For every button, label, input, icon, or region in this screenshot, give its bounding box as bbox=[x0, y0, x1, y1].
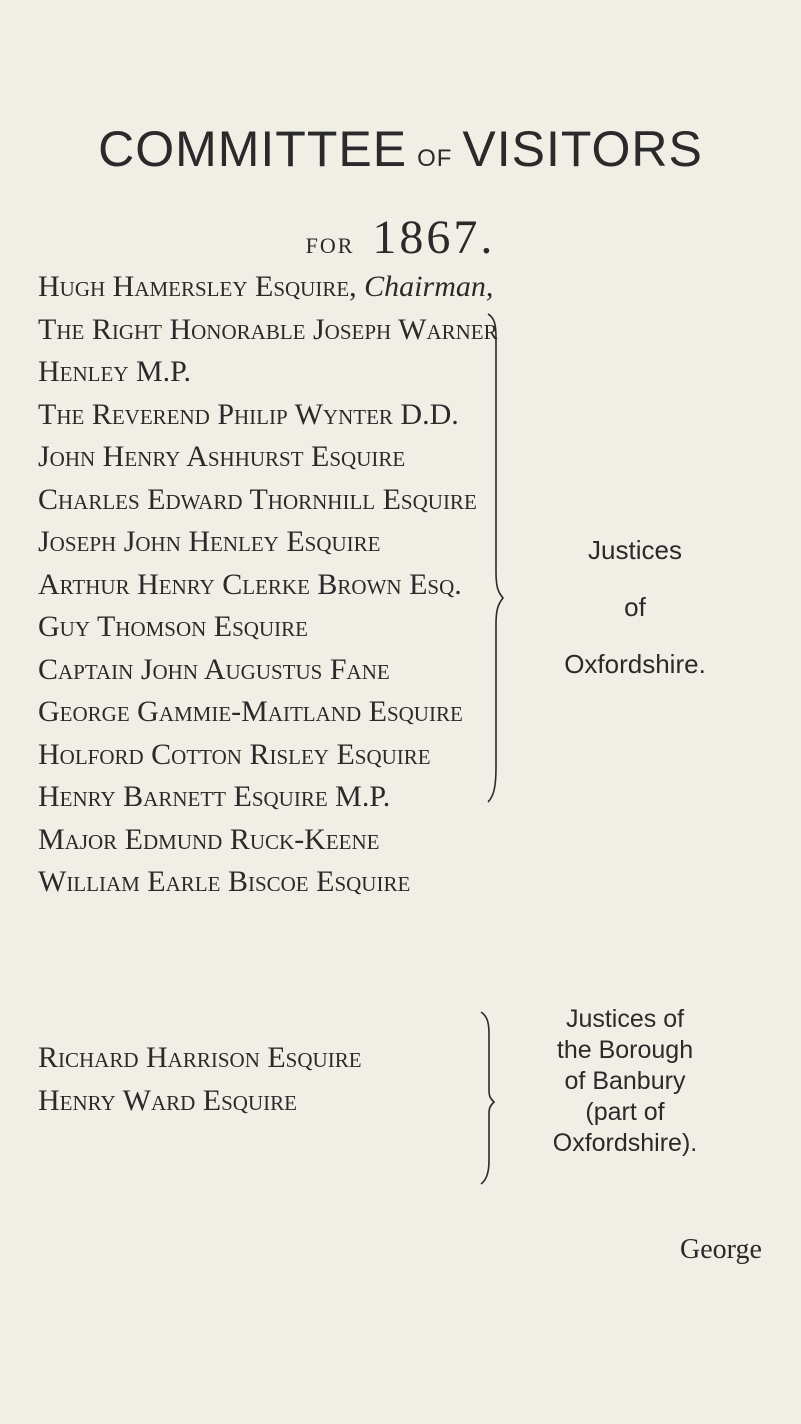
side-line: Justices of bbox=[565, 1005, 685, 1033]
side-line: Justices bbox=[588, 535, 682, 565]
list-item: Holford Cotton Risley Esquire bbox=[38, 737, 431, 771]
list-item: George Gammie-Maitland Esquire bbox=[38, 695, 463, 728]
list-item: Joseph John Henley Esquire bbox=[38, 525, 381, 558]
county-justices-list bbox=[38, 266, 498, 904]
list-item: The Reverend Philip Wynter D.D. bbox=[38, 397, 459, 431]
borough-justices-list bbox=[38, 1036, 362, 1122]
side-line: the Borough bbox=[556, 1036, 694, 1064]
year-line bbox=[0, 210, 801, 265]
list-item: Henry Ward Esquire bbox=[38, 1084, 297, 1117]
catchword: George bbox=[680, 1234, 762, 1265]
for-label: FOR bbox=[305, 233, 355, 258]
year: 1867. bbox=[372, 211, 496, 264]
side-line: of bbox=[624, 592, 646, 622]
list-item: Charles Edward Thornhill Esquire bbox=[38, 482, 477, 516]
page-title bbox=[0, 120, 801, 178]
list-item: The Right Honorable Joseph Warner bbox=[38, 312, 498, 346]
side-line: Oxfordshire). bbox=[552, 1129, 698, 1157]
county-justices-label bbox=[500, 522, 770, 693]
brace-county bbox=[485, 312, 501, 804]
list-item: John Henry Ashhurst Esquire bbox=[38, 440, 406, 473]
list-item: Henry Barnett Esquire M.P. bbox=[38, 780, 391, 813]
borough-justices-label bbox=[495, 1004, 755, 1159]
list-item: William Earle Biscoe Esquire bbox=[38, 865, 411, 898]
list-item: Richard Harrison Esquire bbox=[38, 1041, 362, 1074]
title-visitors: VISITORS bbox=[462, 121, 703, 177]
side-line: of Banbury bbox=[564, 1067, 686, 1095]
list-item: Major Edmund Ruck-Keene bbox=[38, 822, 380, 856]
title-committee: COMMITTEE bbox=[98, 121, 408, 177]
side-line: (part of bbox=[585, 1098, 665, 1126]
list-item: Captain John Augustus Fane bbox=[38, 652, 390, 686]
list-item: Arthur Henry Clerke Brown Esq. bbox=[38, 567, 462, 601]
list-item: Hugh Hamersley Esquire, Chairman, bbox=[38, 270, 494, 303]
list-item: Henley M.P. bbox=[38, 355, 192, 388]
side-line: Oxfordshire. bbox=[564, 649, 706, 679]
list-item: Guy Thomson Esquire bbox=[38, 610, 308, 643]
brace-borough bbox=[478, 1010, 494, 1186]
title-of: OF bbox=[417, 145, 453, 172]
chairman-label: Chairman, bbox=[364, 270, 494, 303]
